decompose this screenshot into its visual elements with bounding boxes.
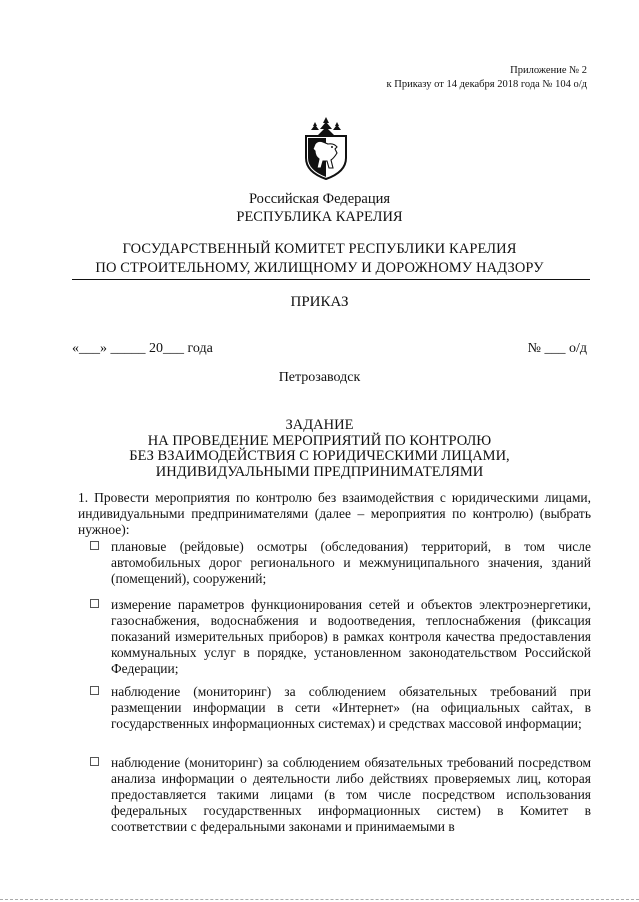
task-heading-line-3: БЕЗ ВЗАИМОДЕЙСТВИЯ С ЮРИДИЧЕСКИМИ ЛИЦАМИ, [129,448,510,464]
appendix-note [387,64,587,92]
header-divider [72,279,590,280]
appendix-line-1: Приложение № 2 [510,65,587,76]
country-block [0,190,639,226]
list-item-text: измерение параметров функционирования сетей и объектов электроэнергетики, газоснабжения, водоснабжения и водоотведения, теплоснабжения (фиксация показаний измерительных приборов) в рамках контроля качества предоставления коммунальных услуг в порядке, установленном законодательством Российской Федерации; [111,597,591,676]
checkbox[interactable] [90,757,99,766]
committee-line-2: ПО СТРОИТЕЛЬНОМУ, ЖИЛИЩНОМУ И ДОРОЖНОМУ НАДЗОРУ [95,260,544,276]
task-heading-line-4: ИНДИВИДУАЛЬНЫМИ ПРЕДПРИНИМАТЕЛЯМИ [155,463,484,480]
task-heading-line-2: НА ПРОВЕДЕНИЕ МЕРОПРИЯТИЙ ПО КОНТРОЛЮ [147,432,492,449]
order-title: ПРИКАЗ [290,294,349,310]
list-item-text: плановые (рейдовые) осмотры (обследования) территорий, в том числе автомобильных дорог регионального и межмуниципального значения, зданий (помещений), сооружений; [111,539,591,586]
order-date-line: «___» _____ 20___ года [72,341,213,356]
page-bottom-edge [0,899,639,900]
country-name: Российская Федерация [248,191,391,207]
paragraph-1: 1. Провести мероприятия по контролю без взаимодействия с юридическими лицами, индивидуальными предпринимателями (далее – мероприятия по контролю) (выбрать нужное): [78,490,591,537]
list-item-text: наблюдение (мониторинг) за соблюдением обязательных требований посредством анализа информации о деятельности либо действиях проверяемых лиц, которая предоставляется такими лицами (в том числе посредством использования федеральных государственных информационных систем) в Комитет в соответствии с федеральными законами и принимаемыми в [111,755,591,834]
republic-name: РЕСПУБЛИКА КАРЕЛИЯ [236,209,403,225]
task-heading [0,418,639,480]
list-item-text: наблюдение (мониторинг) за соблюдением обязательных требований при размещении информации в сети «Интернет» (на официальных сайтах, в государственных информационных системах) и средствах массовой информации; [111,684,591,731]
appendix-line-2: к Приказу от 14 декабря 2018 года № 104 о/д [386,79,587,90]
order-number-line: № ___ о/д [527,341,587,356]
committee-block [0,240,639,278]
committee-line-1: ГОСУДАРСТВЕННЫЙ КОМИТЕТ РЕСПУБЛИКИ КАРЕЛИЯ [122,241,517,257]
karelia-coat-of-arms-icon [301,116,351,180]
checkbox[interactable] [90,541,99,550]
order-city: Петрозаводск [278,370,361,385]
task-heading-line-1: ЗАДАНИЕ [285,417,354,433]
checkbox[interactable] [90,599,99,608]
checkbox[interactable] [90,686,99,695]
